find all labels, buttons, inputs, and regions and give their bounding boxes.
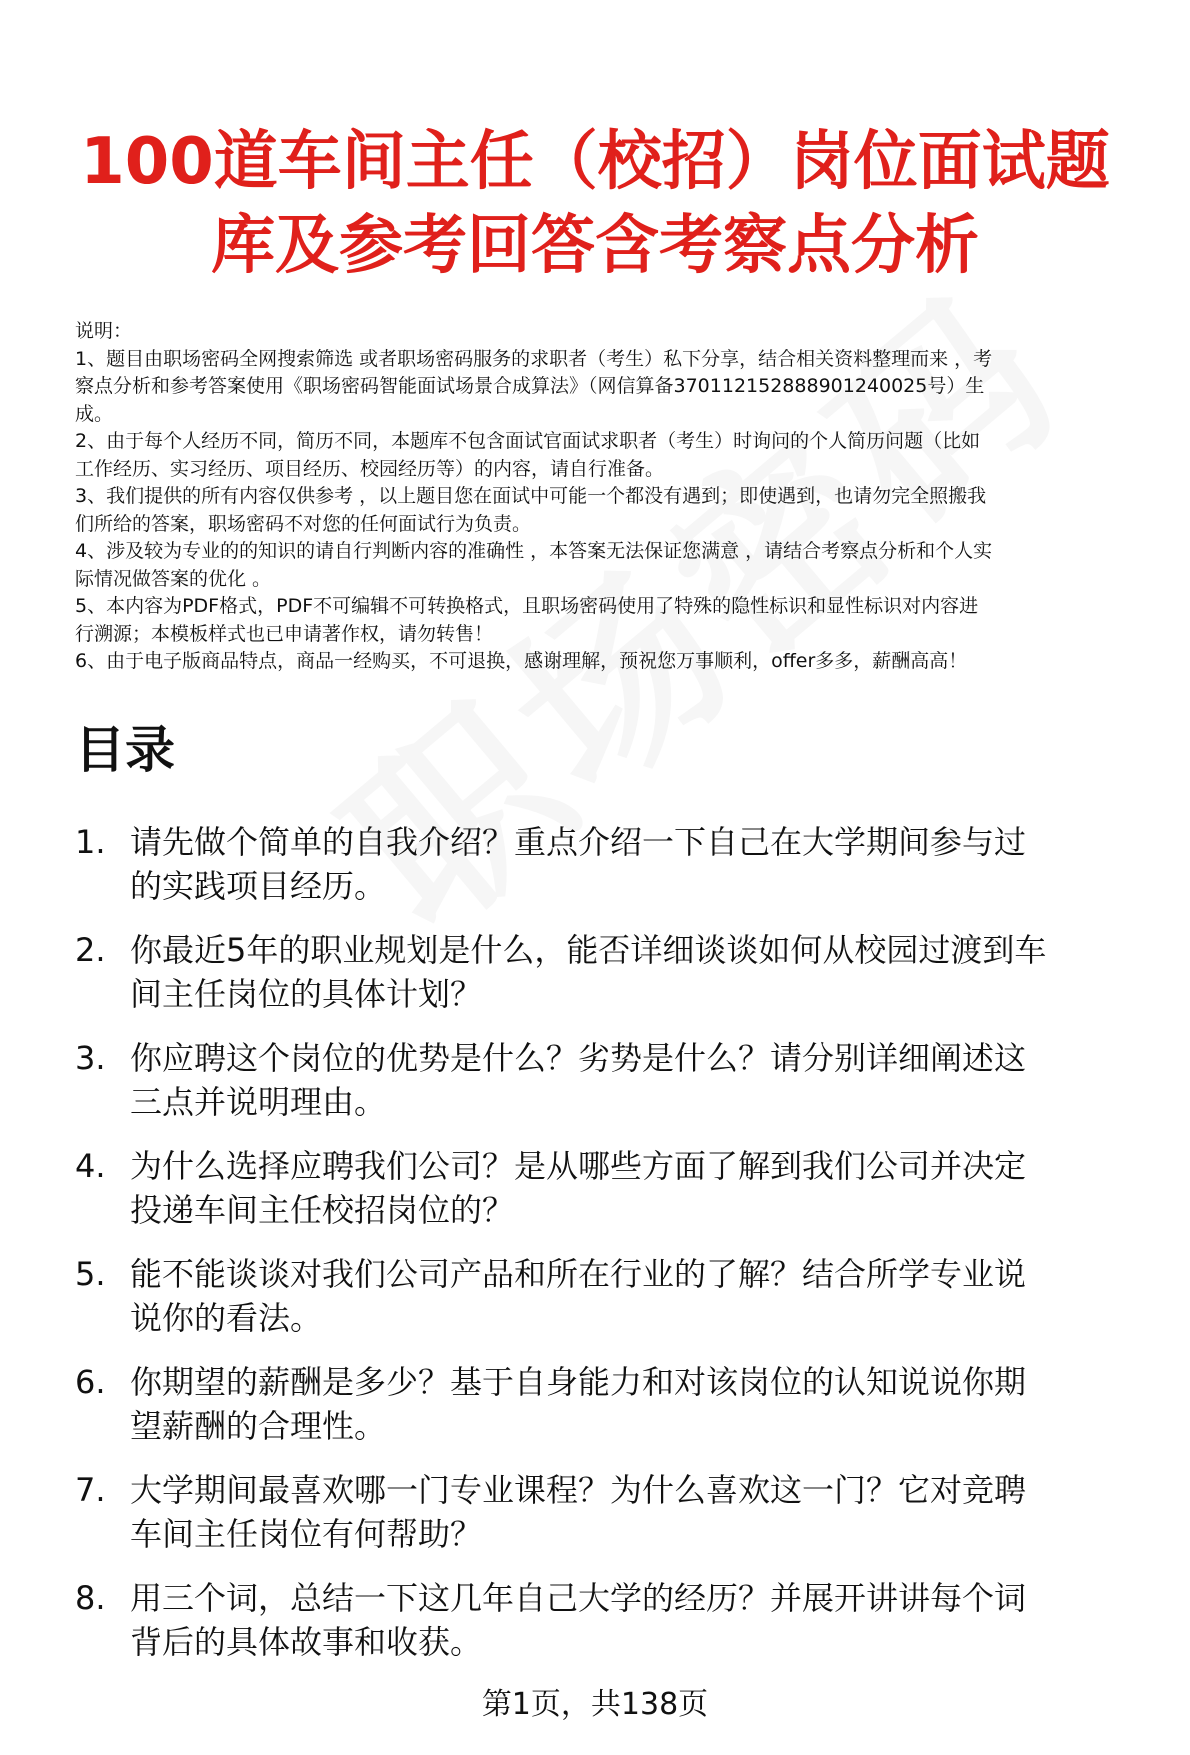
notes-line: 行溯源；本模板样式也已申请著作权，请勿转售！: [75, 622, 494, 645]
toc-item-number: 7.: [75, 1471, 106, 1509]
page-number: 第1页，共138页: [481, 1687, 709, 1722]
toc-item-number: 5.: [75, 1255, 106, 1293]
toc-item-text: 你最近5年的职业规划是什么，能否详细谈谈如何从校园过渡到车 间主任岗位的具体计划？: [130, 931, 1047, 1013]
toc-item-number: 6.: [75, 1363, 106, 1401]
toc-item[interactable]: [75, 1036, 1165, 1124]
notes-line: 2、由于每个人经历不同，简历不同，本题库不包含面试官面试求职者（考生）时询问的个人简历问题（比如: [75, 430, 981, 452]
notes-line: 5、本内容为PDF格式，PDF不可编辑不可转换格式，且职场密码使用了特殊的隐性标识和显性标识对内容进: [75, 595, 979, 617]
toc-item-text: 请先做个简单的自我介绍？重点介绍一下自己在大学期间参与过 的实践项目经历。: [130, 823, 1027, 905]
notes-line: 工作经历、实习经历、项目经历、校园经历等）的内容，请自行准备。: [75, 457, 665, 480]
toc-item-text: 用三个词，总结一下这几年自己大学的经历？并展开讲讲每个词 背后的具体故事和收获。: [130, 1579, 1027, 1661]
notes-line: 3、我们提供的所有内容仅供参考 ，以上题目您在面试中可能一个都没有遇到；即使遇到，也请勿完全照搬我: [75, 485, 987, 507]
title-line-1: 100道车间主任（校招）岗位面试题: [80, 125, 1110, 199]
notes-line: 们所给的答案，职场密码不对您的任何面试行为负责。: [75, 512, 532, 535]
notes-line: 际情况做答案的优化 。: [75, 567, 272, 590]
notes-line: 6、由于电子版商品特点，商品一经购买，不可退换，感谢理解，预祝您万事顺利，offer多多，薪酬高高！: [75, 650, 968, 672]
toc-item-text: 你期望的薪酬是多少？基于自身能力和对该岗位的认知说说你期 望薪酬的合理性。: [130, 1363, 1027, 1445]
notes-line: 成。: [75, 402, 114, 425]
page-title: [40, 120, 1150, 288]
toc-item-number: 8.: [75, 1579, 106, 1617]
toc-item-number: 1.: [75, 823, 106, 861]
toc-item[interactable]: [75, 820, 1165, 908]
toc-item[interactable]: [75, 1468, 1165, 1556]
notes-line: 1、题目由职场密码全网搜索筛选 或者职场密码服务的求职者（考生）私下分享，结合相关资料整理而来 ，考: [75, 347, 993, 370]
toc-item[interactable]: [75, 1144, 1165, 1232]
toc-item[interactable]: [75, 1252, 1165, 1340]
toc-item-number: 3.: [75, 1039, 106, 1077]
toc-item[interactable]: [75, 928, 1165, 1016]
toc-item[interactable]: [75, 1360, 1165, 1448]
notes-section: [75, 318, 1160, 676]
notes-line: 察点分析和参考答案使用《职场密码智能面试场景合成算法》（网信算备370112152888901240025号）生: [75, 375, 985, 397]
toc-item-text: 能不能谈谈对我们公司产品和所在行业的了解？结合所学专业说 说你的看法。: [130, 1255, 1027, 1337]
notes-heading: 说明：: [75, 320, 133, 342]
toc-item-text: 你应聘这个岗位的优势是什么？劣势是什么？请分别详细阐述这 三点并说明理由。: [130, 1039, 1027, 1121]
toc-list: [75, 820, 1165, 1684]
toc-item-number: 2.: [75, 931, 106, 969]
toc-item-text: 为什么选择应聘我们公司？是从哪些方面了解到我们公司并决定 投递车间主任校招岗位的？: [130, 1147, 1027, 1229]
title-line-2: 库及参考回答含考察点分析: [211, 209, 979, 283]
toc-heading: 目录: [75, 721, 175, 779]
toc-item-text: 大学期间最喜欢哪一门专业课程？为什么喜欢这一门？它对竞聘 车间主任岗位有何帮助？: [130, 1471, 1027, 1553]
notes-line: 4、涉及较为专业的的知识的请自行判断内容的准确性 ，本答案无法保证您满意 ，请结合考察点分析和个人实: [75, 540, 993, 562]
toc-item[interactable]: [75, 1576, 1165, 1664]
toc-item-number: 4.: [75, 1147, 106, 1185]
